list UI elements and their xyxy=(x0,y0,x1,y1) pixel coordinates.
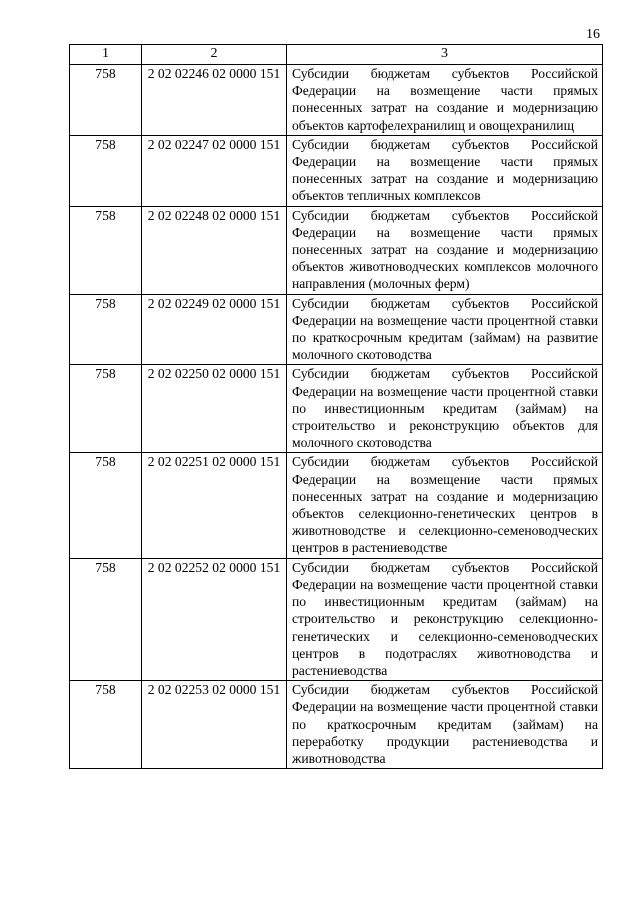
description-cell: Субсидии бюджетам субъектов Российской Федерации на возмещение части процентной ставки по инвестиционным кредитам (займам) на строительство и реконструкцию селекционно-генетических и селекционно-семеноводческих центров в подотраслях животноводства и растениеводства xyxy=(287,558,603,680)
table-row xyxy=(70,453,603,558)
budget-code-cell: 2 02 02252 02 0000 151 xyxy=(142,558,287,680)
column-header: 1 xyxy=(70,45,142,65)
description-cell: Субсидии бюджетам субъектов Российской Федерации на возмещение части процентной ставки по краткосрочным кредитам (займам) на переработку продукции растениеводства и животноводства xyxy=(287,681,603,769)
budget-code-cell: 2 02 02251 02 0000 151 xyxy=(142,453,287,558)
description-cell: Субсидии бюджетам субъектов Российской Федерации на возмещение части процентной ставки по краткосрочным кредитам (займам) на развитие молочного скотоводства xyxy=(287,294,603,365)
table-row xyxy=(70,65,603,136)
budget-code-cell: 2 02 02248 02 0000 151 xyxy=(142,206,287,294)
description-cell: Субсидии бюджетам субъектов Российской Федерации на возмещение части прямых понесенных затрат на создание и модернизацию объектов животноводческих комплексов молочного направления (молочных ферм) xyxy=(287,206,603,294)
description-cell: Субсидии бюджетам субъектов Российской Федерации на возмещение части прямых понесенных затрат на создание и модернизацию объектов селекционно-генетических центров в животноводстве и селекционно-семеноводческих центров в растениеводстве xyxy=(287,453,603,558)
budget-code-cell: 2 02 02247 02 0000 151 xyxy=(142,135,287,206)
budget-codes-table xyxy=(69,44,603,769)
admin-code-cell: 758 xyxy=(70,365,142,453)
admin-code-cell: 758 xyxy=(70,558,142,680)
description-cell: Субсидии бюджетам субъектов Российской Федерации на возмещение части процентной ставки по инвестиционным кредитам (займам) на строительство и реконструкцию объектов для молочного скотоводства xyxy=(287,365,603,453)
budget-code-cell: 2 02 02246 02 0000 151 xyxy=(142,65,287,136)
table-row xyxy=(70,294,603,365)
admin-code-cell: 758 xyxy=(70,681,142,769)
admin-code-cell: 758 xyxy=(70,135,142,206)
admin-code-cell: 758 xyxy=(70,453,142,558)
table-row xyxy=(70,135,603,206)
table-row xyxy=(70,681,603,769)
admin-code-cell: 758 xyxy=(70,294,142,365)
column-header: 3 xyxy=(287,45,603,65)
description-cell: Субсидии бюджетам субъектов Российской Федерации на возмещение части прямых понесенных затрат на создание и модернизацию объектов картофелехранилищ и овощехранилищ xyxy=(287,65,603,136)
table-row xyxy=(70,206,603,294)
admin-code-cell: 758 xyxy=(70,206,142,294)
budget-code-cell: 2 02 02249 02 0000 151 xyxy=(142,294,287,365)
budget-code-cell: 2 02 02253 02 0000 151 xyxy=(142,681,287,769)
admin-code-cell: 758 xyxy=(70,65,142,136)
table-row xyxy=(70,365,603,453)
description-cell: Субсидии бюджетам субъектов Российской Федерации на возмещение части прямых понесенных затрат на создание и модернизацию объектов тепличных комплексов xyxy=(287,135,603,206)
page-number: 16 xyxy=(586,27,600,42)
budget-code-cell: 2 02 02250 02 0000 151 xyxy=(142,365,287,453)
table-row xyxy=(70,558,603,680)
header-row xyxy=(70,45,603,65)
column-header: 2 xyxy=(142,45,287,65)
